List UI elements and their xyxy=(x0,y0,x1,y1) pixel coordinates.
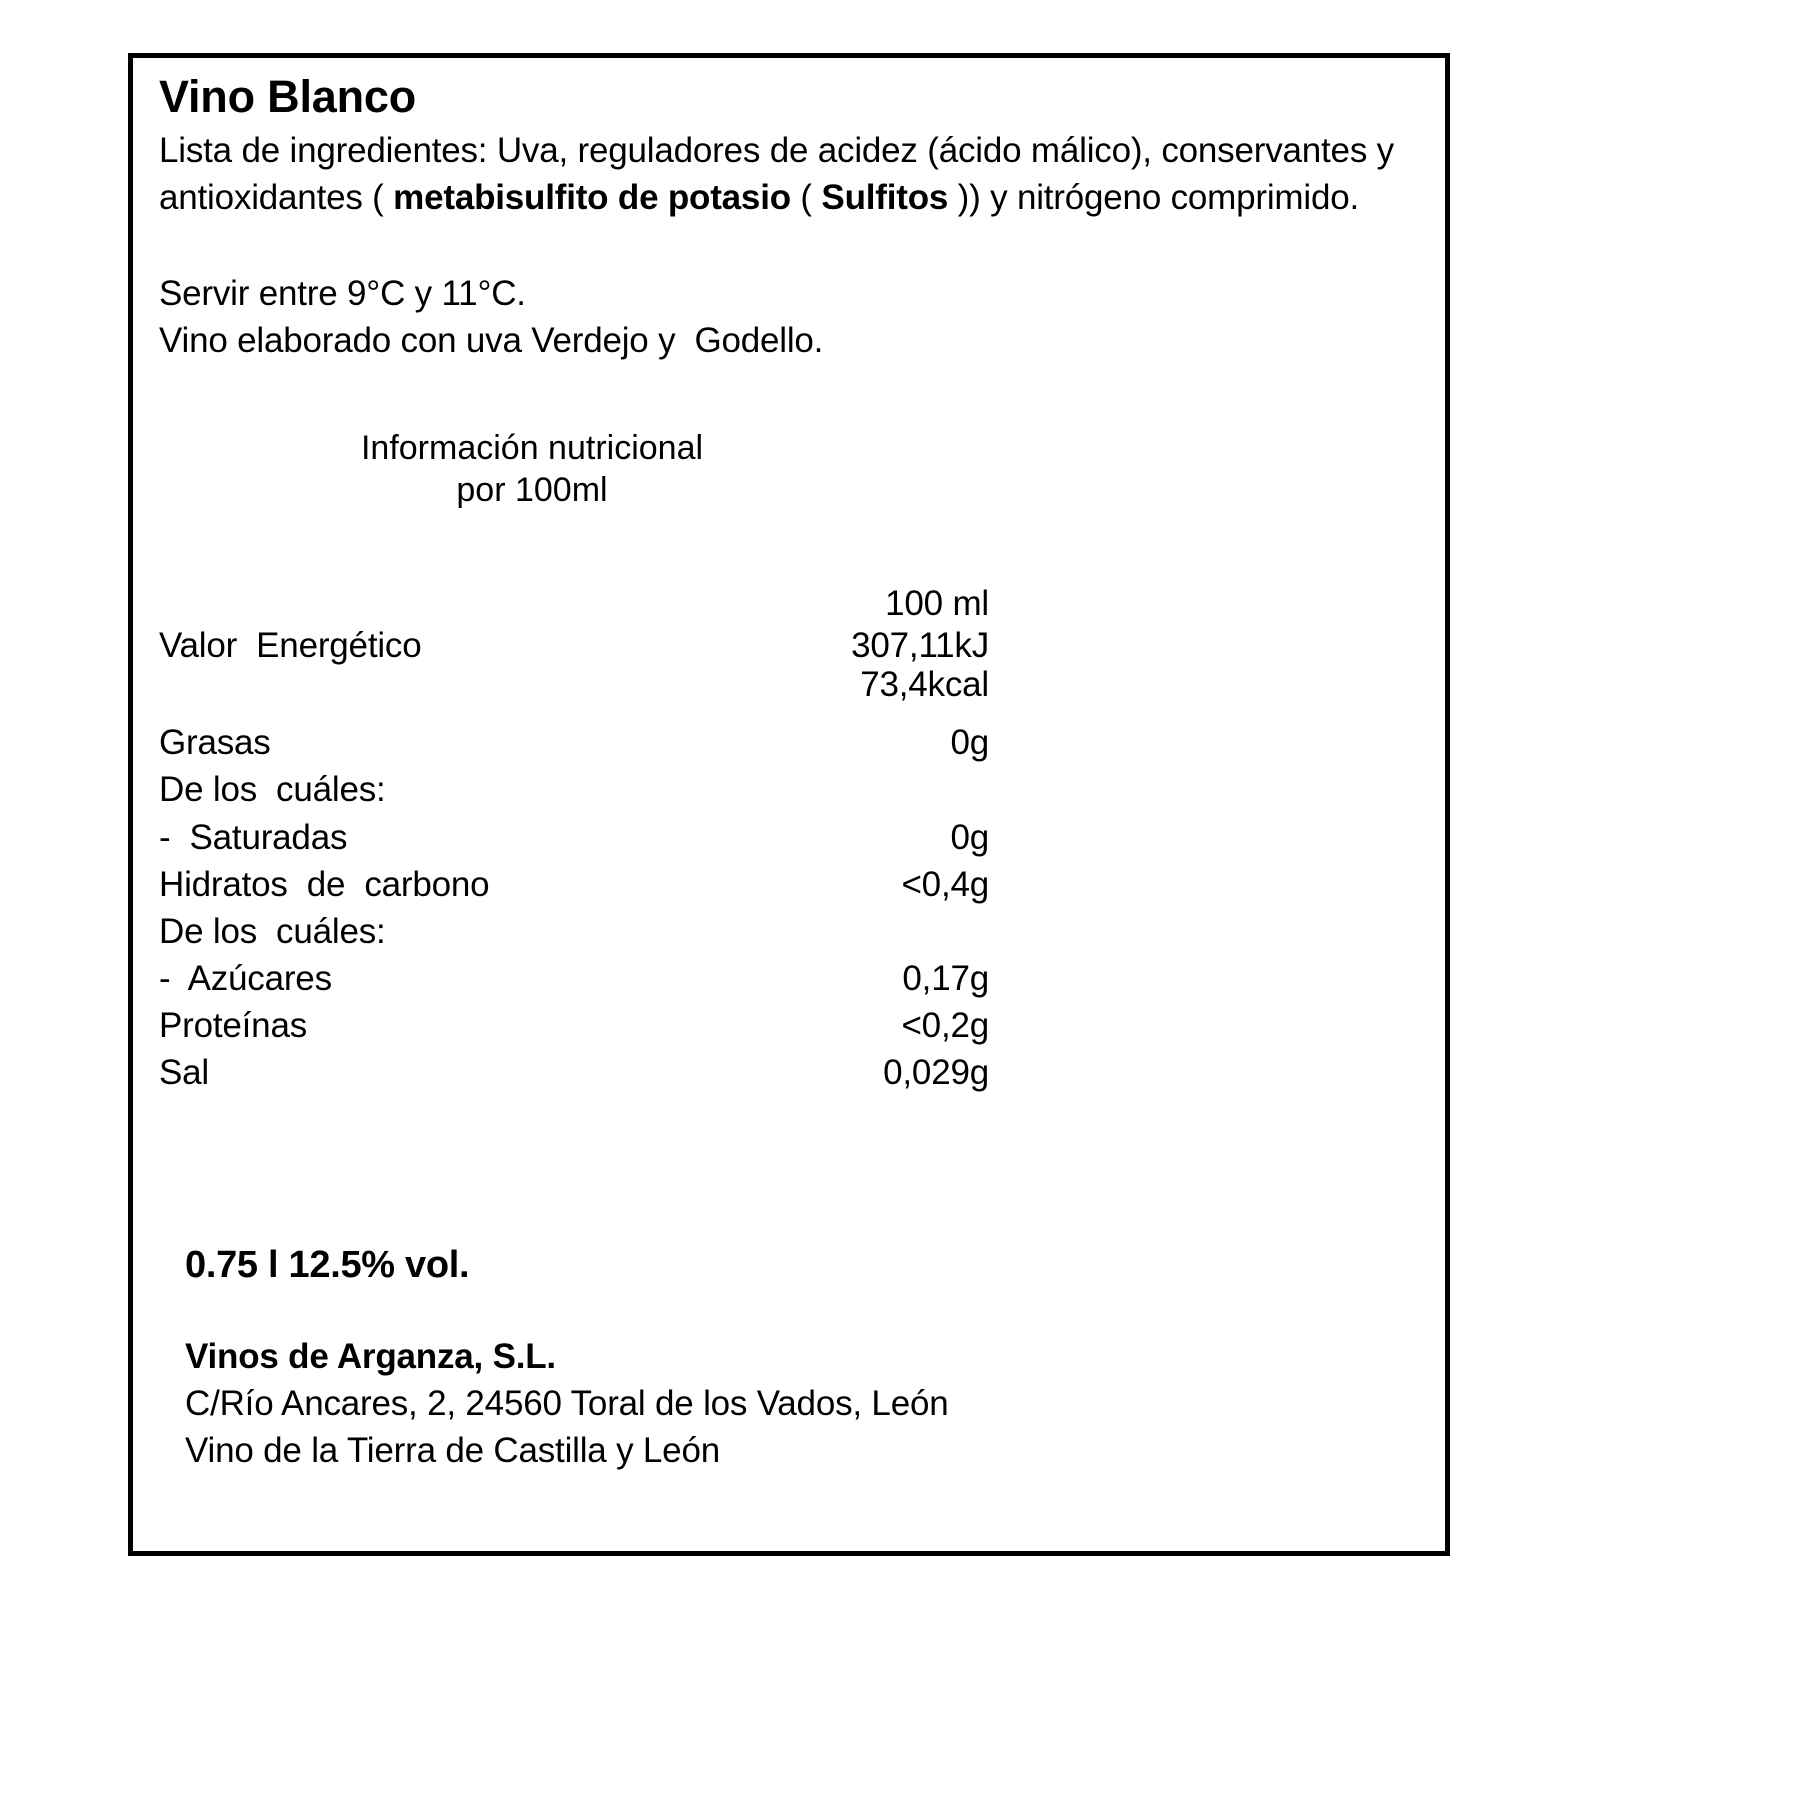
nutrition-value-fat: 0g xyxy=(950,723,989,763)
table-row xyxy=(159,998,989,1045)
nutrition-value-sugars: 0,17g xyxy=(902,959,989,999)
serving-info xyxy=(159,271,1431,364)
producer-address: C/Río Ancares, 2, 24560 Toral de los Vados, León xyxy=(185,1383,949,1423)
ingredients-text-suffix: )) y nitrógeno comprimido. xyxy=(948,177,1360,217)
producer-name: Vinos de Arganza, S.L. xyxy=(185,1337,556,1376)
table-row xyxy=(159,904,989,951)
nutrition-label-protein: Proteínas xyxy=(159,1006,308,1046)
producer-info xyxy=(185,1334,949,1475)
ingredients-text-middle: ( xyxy=(790,177,822,217)
nutrition-value-energy-kj: 307,11kJ xyxy=(851,625,989,665)
nutrition-label-fat-ofwhich: De los cuáles: xyxy=(159,770,386,810)
allergen-sulfitos: Sulfitos xyxy=(821,177,949,217)
table-row xyxy=(159,951,989,998)
nutrition-header-blank xyxy=(159,584,769,626)
table-row xyxy=(159,857,989,904)
table-row xyxy=(159,810,989,857)
nutrition-label-carb-ofwhich: De los cuáles: xyxy=(159,911,386,951)
allergen-metabisulfito: metabisulfito de potasio xyxy=(393,177,791,217)
table-row xyxy=(159,1045,989,1092)
nutrition-label-salt: Sal xyxy=(159,1053,209,1093)
product-title: Vino Blanco xyxy=(159,71,417,122)
nutrition-value-protein: <0,2g xyxy=(901,1006,989,1046)
table-row xyxy=(159,665,989,704)
nutrition-heading-basis: por 100ml xyxy=(456,471,608,510)
table-row xyxy=(159,626,989,665)
nutrition-heading xyxy=(187,427,877,512)
label-content xyxy=(159,72,1431,1543)
nutrition-label-energy-kcal xyxy=(159,665,769,704)
ingredients-paragraph xyxy=(159,128,1404,221)
nutrition-value-energy-kcal: 73,4kcal xyxy=(860,664,989,704)
nutrition-value-carb-ofwhich xyxy=(769,904,989,951)
table-row xyxy=(159,704,989,762)
nutrition-label-saturates: - Saturadas xyxy=(159,817,348,857)
nutrition-label-fat: Grasas xyxy=(159,723,271,763)
ingredients-text-prefix: Lista de ingredientes: Uva, reguladores de acidez (ácido málico), conservantes y antioxidantes ( xyxy=(159,131,1394,217)
grape-varieties: Vino elaborado con uva Verdejo y Godello. xyxy=(159,321,824,361)
table-row xyxy=(159,762,989,809)
nutrition-value-carbohydrate: <0,4g xyxy=(901,864,989,904)
nutrition-label-carbohydrate: Hidratos de carbono xyxy=(159,864,490,904)
nutrition-table xyxy=(159,584,989,1093)
wine-designation: Vino de la Tierra de Castilla y León xyxy=(185,1430,720,1470)
nutrition-heading-title: Información nutricional xyxy=(360,428,704,467)
nutrition-label-sugars: - Azúcares xyxy=(159,959,332,999)
volume-abv: 0.75 l 12.5% vol. xyxy=(185,1244,470,1286)
nutrition-value-salt: 0,029g xyxy=(883,1053,989,1093)
serving-temperature: Servir entre 9°C y 11°C. xyxy=(159,274,526,314)
nutrition-label-energy: Valor Energético xyxy=(159,625,422,665)
nutrition-header-row xyxy=(159,584,989,626)
nutrition-value-saturates: 0g xyxy=(950,817,989,857)
label-border-frame xyxy=(128,53,1450,1556)
nutrition-serving-header: 100 ml xyxy=(885,583,989,623)
nutrition-value-fat-ofwhich xyxy=(769,762,989,809)
